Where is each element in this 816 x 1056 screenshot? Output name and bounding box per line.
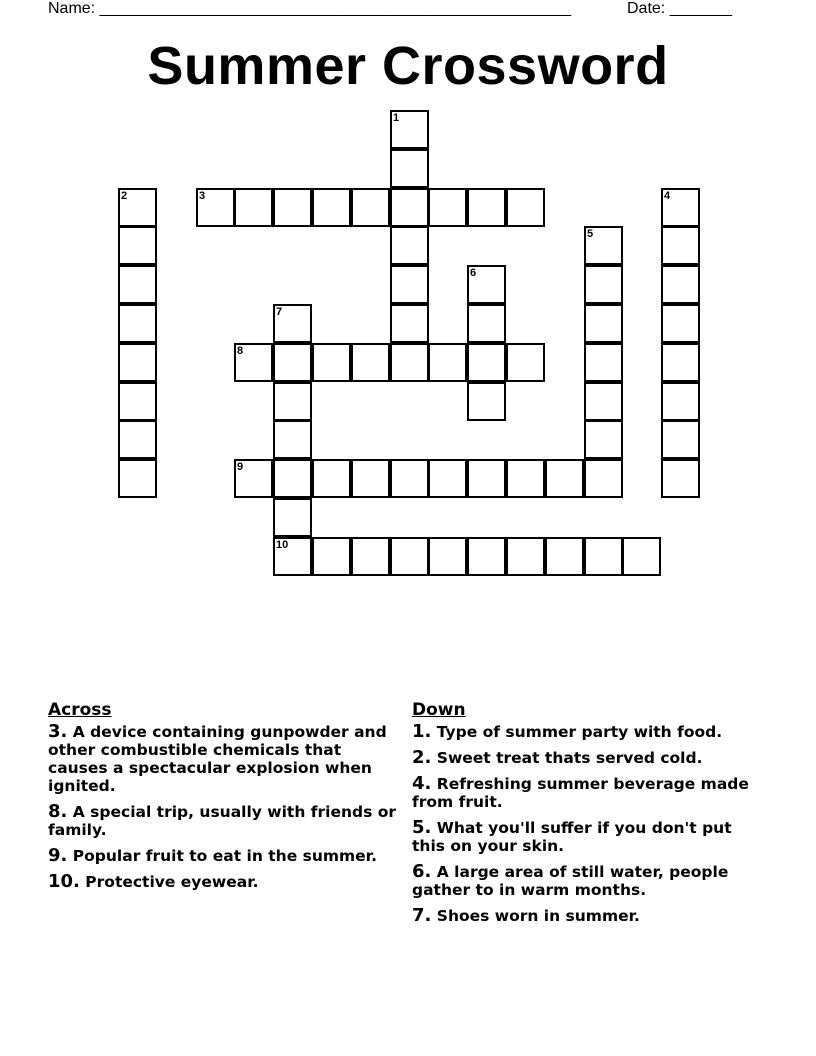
cell-number: 8 [237,345,244,357]
clue-number: 1. [412,721,432,742]
down-clues [412,700,762,933]
clue-across-3 [48,723,398,795]
clue-text: What you'll suffer if you don't put this on your skin. [412,819,732,855]
crossword-cell[interactable] [467,459,506,498]
crossword-cell[interactable] [428,459,467,498]
clue-down-2 [412,749,762,767]
cell-number: 10 [276,539,289,551]
crossword-cell[interactable] [312,343,351,382]
clue-text: Protective eyewear. [85,873,259,891]
down-heading: Down [412,700,466,720]
crossword-cell[interactable] [584,226,623,265]
crossword-cell[interactable] [351,459,390,498]
clue-number: 7. [412,905,432,926]
crossword-cell[interactable] [234,459,273,498]
clue-text: Popular fruit to eat in the summer. [72,847,377,865]
cell-number: 4 [664,190,671,202]
crossword-cell[interactable] [467,537,506,576]
crossword-cell[interactable] [390,149,429,188]
crossword-cell[interactable] [390,226,429,265]
crossword-cell[interactable] [312,459,351,498]
crossword-cell[interactable] [273,537,312,576]
crossword-cell[interactable] [118,343,157,382]
crossword-cell[interactable] [118,304,157,343]
crossword-cell[interactable] [390,343,429,382]
crossword-cell[interactable] [273,420,312,459]
crossword-cell[interactable] [661,343,700,382]
clue-down-6 [412,863,762,899]
clue-number: 5. [412,817,432,838]
clue-across-8 [48,803,398,839]
clue-text: A device containing gunpowder and other combustible chemicals that causes a spectacular explosion when ignited. [48,723,387,795]
clue-text: Refreshing summer beverage made from fruit. [412,775,749,811]
name-field-label: Name: _____________________________________________________ [48,0,572,17]
crossword-cell[interactable] [584,420,623,459]
crossword-cell[interactable] [273,343,312,382]
crossword-cell[interactable] [351,188,390,227]
crossword-cell[interactable] [584,265,623,304]
crossword-cell[interactable] [390,265,429,304]
crossword-cell[interactable] [351,343,390,382]
crossword-cell[interactable] [506,343,545,382]
crossword-cell[interactable] [390,304,429,343]
clue-number: 3. [48,721,68,742]
clue-text: Shoes worn in summer. [436,907,640,925]
across-clues [48,700,398,899]
crossword-cell[interactable] [273,382,312,421]
crossword-cell[interactable] [584,343,623,382]
crossword-cell[interactable] [428,537,467,576]
crossword-cell[interactable] [661,188,700,227]
cell-number: 3 [199,190,206,202]
cell-number: 1 [393,112,400,124]
crossword-cell[interactable] [390,459,429,498]
crossword-cell[interactable] [661,382,700,421]
crossword-cell[interactable] [467,188,506,227]
clue-down-1 [412,723,762,741]
crossword-cell[interactable] [661,459,700,498]
clue-down-7 [412,907,762,925]
clue-down-5 [412,819,762,855]
crossword-cell[interactable] [428,188,467,227]
cell-number: 5 [587,228,594,240]
clue-across-10 [48,873,398,891]
crossword-cell[interactable] [118,188,157,227]
crossword-cell[interactable] [584,304,623,343]
crossword-cell[interactable] [584,459,623,498]
crossword-cell[interactable] [390,110,429,149]
clue-text: A special trip, usually with friends or family. [48,803,397,839]
crossword-cell[interactable] [234,343,273,382]
clue-number: 4. [412,773,432,794]
crossword-cell[interactable] [428,343,467,382]
clue-number: 9. [48,845,68,866]
cell-number: 9 [237,461,244,473]
crossword-cell[interactable] [390,537,429,576]
page-title: Summer Crossword [147,36,669,96]
crossword-cell[interactable] [196,188,235,227]
crossword-cell[interactable] [273,498,312,537]
crossword-cell[interactable] [118,382,157,421]
crossword-cell[interactable] [661,226,700,265]
crossword-cell[interactable] [467,343,506,382]
crossword-cell[interactable] [506,537,545,576]
cell-number: 6 [470,267,477,279]
crossword-cell[interactable] [467,382,506,421]
crossword-cell[interactable] [351,537,390,576]
crossword-cell[interactable] [467,265,506,304]
crossword-cell[interactable] [390,188,429,227]
cell-number: 2 [121,190,128,202]
clue-number: 10. [48,871,80,892]
crossword-cell[interactable] [273,459,312,498]
clue-across-9 [48,847,398,865]
across-heading: Across [48,700,112,720]
crossword-cell[interactable] [467,304,506,343]
clue-down-4 [412,775,762,811]
clue-text: A large area of still water, people gather to in warm months. [412,863,729,899]
clue-number: 8. [48,801,68,822]
crossword-cell[interactable] [545,459,584,498]
crossword-cell[interactable] [584,382,623,421]
crossword-cell[interactable] [661,304,700,343]
crossword-cell[interactable] [118,420,157,459]
crossword-cell[interactable] [118,265,157,304]
crossword-cell[interactable] [661,265,700,304]
crossword-cell[interactable] [273,304,312,343]
crossword-cell[interactable] [545,537,584,576]
crossword-cell[interactable] [506,188,545,227]
clue-number: 2. [412,747,432,768]
crossword-cell[interactable] [584,537,623,576]
crossword-cell[interactable] [118,459,157,498]
crossword-cell[interactable] [273,188,312,227]
crossword-cell[interactable] [506,459,545,498]
crossword-cell[interactable] [622,537,661,576]
clue-text: Sweet treat thats served cold. [436,749,703,767]
date-field-label: Date: _______ [627,0,732,17]
crossword-cell[interactable] [312,188,351,227]
crossword-cell[interactable] [118,226,157,265]
clue-text: Type of summer party with food. [436,723,723,741]
cell-number: 7 [276,306,283,318]
clue-number: 6. [412,861,432,882]
crossword-cell[interactable] [312,537,351,576]
crossword-cell[interactable] [661,420,700,459]
crossword-cell[interactable] [234,188,273,227]
